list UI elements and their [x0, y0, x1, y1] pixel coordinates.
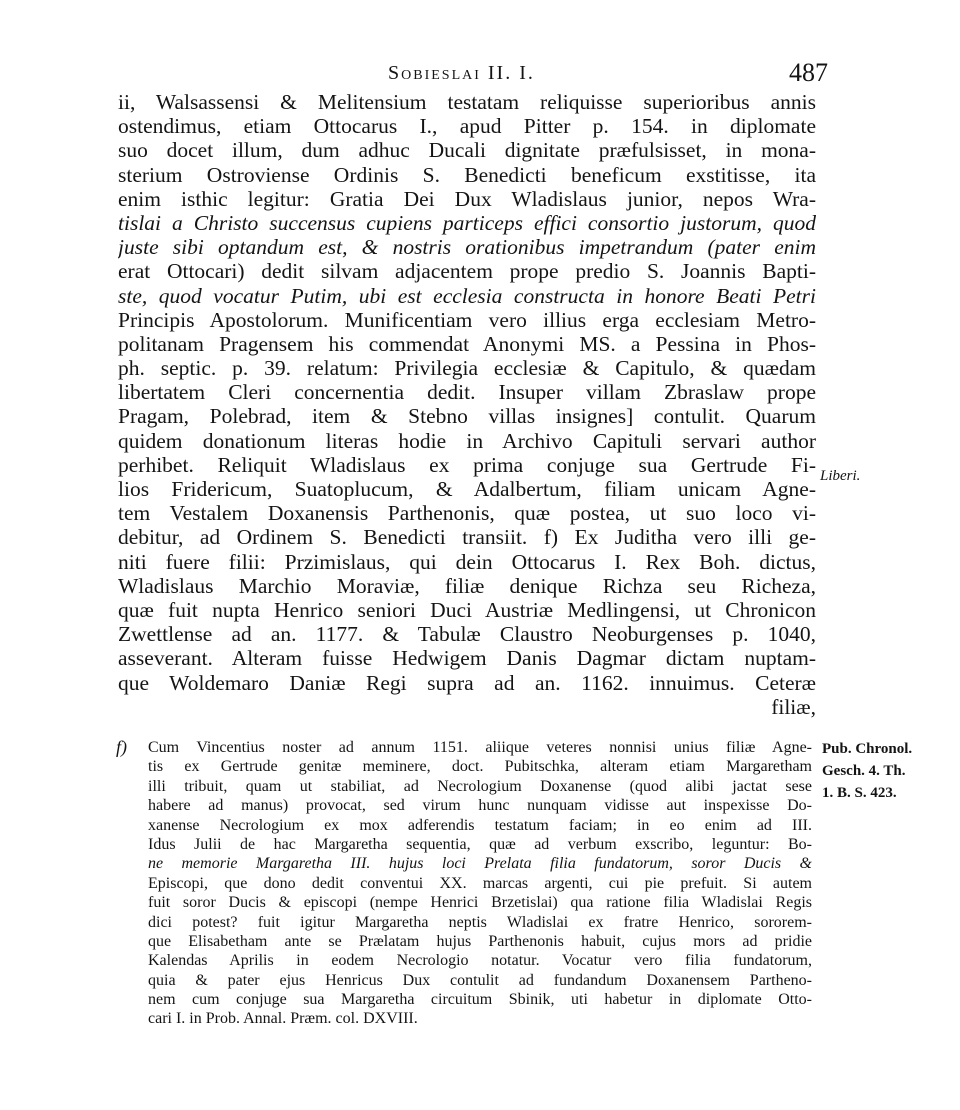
footnote-line: Cum Vincentius noster ad annum 1151. aliique veteres nonnisi unius filiæ Agne-	[148, 739, 812, 756]
footnote-marker: f)	[116, 737, 127, 757]
text-line: ste, quod vocatur Putim, ubi est ecclesia constructa in honore Beati Petri	[118, 283, 816, 308]
text-line: perhibet. Reliquit Wladislaus ex prima conjuge sua Gertrude Fi-	[118, 452, 816, 477]
text-line: ph. septic. p. 39. relatum: Privilegia ecclesiæ & Capitulo, & quædam	[118, 356, 816, 381]
text-line: ostendimus, etiam Ottocarus I., apud Pitter p. 154. in diplomate	[118, 114, 816, 139]
text-line: ii, Walsassensi & Melitensium testatam reliquisse superioribus annis	[118, 90, 816, 114]
text-line: niti fuere filii: Przimislaus, qui dein Ottocarus I. Rex Boh. dictus,	[118, 549, 816, 574]
text-line: sterium Ostroviense Ordinis S. Benedicti beneficum exstitisse, ita	[118, 162, 816, 187]
running-head: Sobieslai II. I.	[388, 62, 535, 84]
text-line: Principis Apostolorum. Munificentiam vero illius erga ecclesiam Metro-	[118, 307, 816, 332]
footnote-line: dici potest? fuit igitur Margaretha neptis Wladislai ex fratre Henrico, sororem-	[148, 913, 812, 931]
text-line: suo docet illum, dum adhuc Ducali dignitate præfulsisset, in mona-	[118, 138, 816, 163]
text-line: quidem donationum literas hodie in Archivo Capituli servari author	[118, 428, 816, 453]
footnote-line: que Elisabetham ante se Prælatam hujus Parthenonis habuit, cujus mors ad pridie	[148, 932, 812, 950]
text-line: erat Ottocari) dedit silvam adjacentem prope predio S. Joannis Bapti-	[118, 259, 816, 284]
page-header	[118, 58, 828, 92]
footnote-line: xanense Necrologium ex mox adferendis testatum faciam; in eo enim ad III.	[148, 816, 812, 834]
margin-ref-line: 1. B. S. 423.	[822, 785, 897, 801]
footnote-line: cari I. in Prob. Annal. Præm. col. DXVIII.	[148, 1010, 418, 1028]
text-line: politanam Pragensem his commendat Anonymi MS. a Pessina in Phos-	[118, 331, 816, 356]
footnote-line: Kalendas Aprilis in eodem Necrologio notatur. Vocatur vero filia fundatorum,	[148, 952, 812, 970]
text-line: Zwettlense ad an. 1177. & Tabulæ Claustro Neoburgenses p. 1040,	[118, 622, 816, 647]
footnote-line: Idus Julii de hac Margaretha sequentia, quæ ad verbum exscribo, leguntur: Bo-	[148, 835, 812, 853]
text-line: asseverant. Alteram fuisse Hedwigem Danis Dagmar dictam nuptam-	[118, 646, 816, 671]
main-text-body	[118, 90, 816, 719]
footnote-line: nem cum conjuge sua Margaretha circuitum Sbinik, uti habetur in diplomate Otto-	[148, 991, 812, 1009]
text-line: enim isthic legitur: Gratia Dei Dux Wladislaus junior, nepos Wra-	[118, 186, 816, 211]
text-line: Wladislaus Marchio Moraviæ, filiæ denique Richza seu Richeza,	[118, 573, 816, 598]
footnote-line: illi tribuit, quam ut stabiliat, ad Necrologium Doxanense (quod alibi jactat sese	[148, 777, 812, 795]
main-paragraph	[118, 90, 816, 719]
margin-note-liberi: Liberi.	[820, 468, 861, 484]
margin-ref-line: Pub. Chronol.	[822, 741, 913, 757]
text-line: quæ fuit nupta Henrico seniori Duci Austriæ Medlingensi, ut Chronicon	[118, 597, 816, 622]
text-line: libertatem Cleri concernentia dedit. Insuper villam Zbraslaw prope	[118, 380, 816, 405]
footnote-block	[118, 738, 812, 1029]
page-number: 487	[789, 58, 828, 87]
footnote-line: quia & pater ejus Henricus Dux contulit ad fundandum Doxanensem Partheno-	[148, 971, 812, 989]
text-line-catchword: filiæ,	[771, 694, 816, 719]
text-line: tislai a Christo succensus cupiens particeps effici consortio justorum, quod	[118, 210, 816, 235]
footnote-line: ne memorie Margaretha III. hujus loci Prelata filia fundatorum, soror Ducis &	[148, 855, 812, 873]
text-line: que Woldemaro Daniæ Regi supra ad an. 1162. innuimus. Ceteræ	[118, 670, 816, 695]
text-line: juste sibi optandum est, & nostris orationibus impetrandum (pater enim	[118, 235, 816, 260]
footnote-line: tis ex Gertrude genitæ meminere, doct. Pubitschka, alteram etiam Margaretham	[148, 758, 812, 776]
margin-ref-line: Gesch. 4. Th.	[822, 763, 906, 779]
text-line: tem Vestalem Doxanensis Parthenonis, quæ postea, ut suo loco vi-	[118, 501, 816, 526]
footnote-line: fuit soror Ducis & episcopi (nempe Henrici Brzetislai) qua ratione filia Wladislai Regis	[148, 894, 812, 912]
footnote-line: Episcopi, que dono dedit conventui XX. marcas argenti, cui pie prefuit. Si autem	[148, 874, 812, 892]
text-line: Pragam, Polebrad, item & Stebno villas insignes] contulit. Quarum	[118, 404, 816, 429]
margin-note-reference	[822, 738, 912, 804]
footnote-line: habere ad manus) provocat, sed virum hunc nunquam vidisse aut inspexisse Do-	[148, 797, 812, 815]
text-line: debitur, ad Ordinem S. Benedicti transiit. f) Ex Juditha vero illi ge-	[118, 525, 816, 550]
text-line: lios Fridericum, Suatoplucum, & Adalbertum, filiam unicam Agne-	[118, 477, 816, 501]
